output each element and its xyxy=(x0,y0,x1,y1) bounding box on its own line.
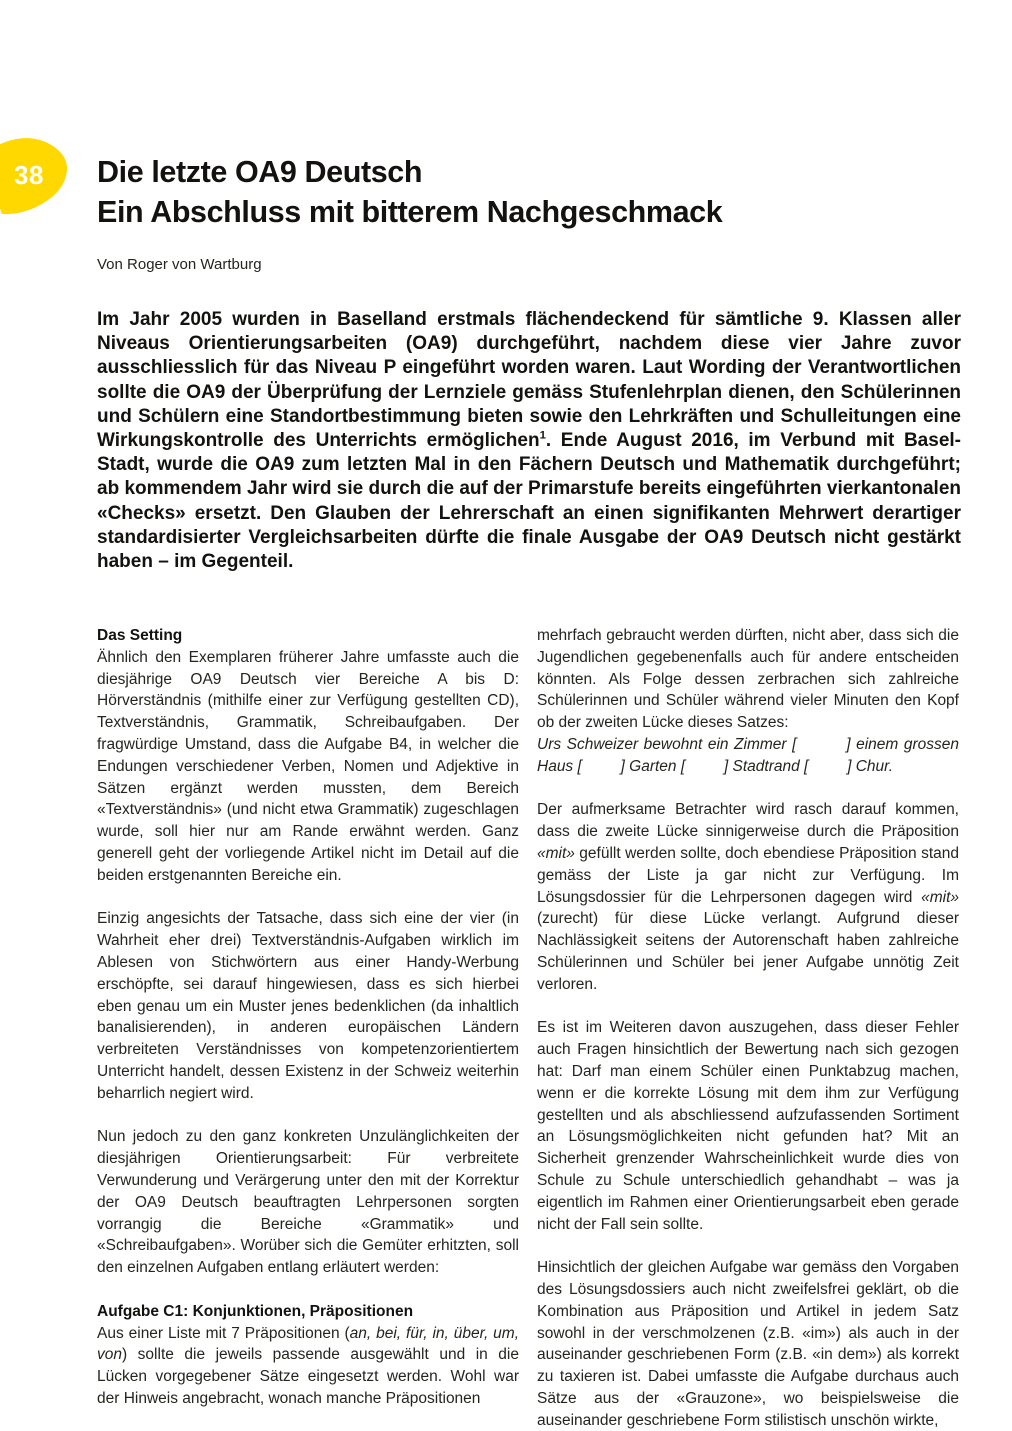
article-title-line1: Die letzte OA9 Deutsch xyxy=(97,155,423,189)
example-sentence: Urs Schweizer bewohnt ein Zimmer [ ] einem grossen Haus [ ] Garten [ ] Stadtrand [ ] Chur. xyxy=(537,735,959,775)
article-header xyxy=(97,152,963,274)
column-right xyxy=(537,625,959,1431)
body-paragraph: Der aufmerksame Betrachter wird rasch darauf kommen, dass die zweite Lücke sinnigerweise durch die Präposition «mit» gefüllt werden sollte, doch ebendiese Präposition stand gemäss der Liste ja gar nicht zur Verfügung. Im Lösungsdossier für die Lehrpersonen dagegen wird «mit» (zurecht) für diese Lücke verlangt. Aufgrund dieser Nachlässigkeit seitens der Autorenschaft haben zahlreiche Schülerinnen und Schüler bei jener Aufgabe unnötig Zeit verloren. xyxy=(537,801,959,993)
body-columns xyxy=(97,625,963,1431)
body-paragraph: Ähnlich den Exemplaren früherer Jahre umfasste auch die diesjährige OA9 Deutsch vier Bereiche A bis D: Hörverständnis (mithilfe einer zur Verfügung gestellten CD), Textverständnis, Grammatik, Schreibaufgaben. Der fragwürdige Umstand, dass die Aufgabe B4, in welcher die Endungen verschiedener Verben, Nomen und Adjektive in Sätzen ergänzt werden mussten, dem Bereich «Textverständnis» (und nicht etwa Grammatik) zugeschlagen wurde, soll hier nur am Rande erwähnt werden. Ganz generell geht der vorliegende Artikel nicht im Detail auf die beiden erstgenannten Bereiche ein. xyxy=(97,648,519,884)
body-paragraph: Einzig angesichts der Tatsache, dass sich eine der vier (in Wahrheit eher drei) Textverständnis-Aufgaben wirklich im Ablesen von Stichwörtern aus einer Handy-Werbung erschöpfte, sei darauf hingewiesen, dass es sich hierbei eben genau um ein Muster jenes bedenklichen (da inhaltlich banalisierenden), in anderen europäischen Ländern verbreiteten Verständnisses von kompetenzorientiertem Unterricht handelt, dessen Existenz in der Schweiz weiterhin beharrlich negiert wird. xyxy=(97,910,519,1102)
column-left xyxy=(97,625,519,1431)
body-paragraph: Aus einer Liste mit 7 Präpositionen (an, bei, für, in, über, um, von) sollte die jeweils passende ausgewählt und in die Lücken vorgegebener Sätze eingesetzt werden. Wohl war der Hinweis angebracht, wonach manche Präpositionen xyxy=(97,1324,520,1407)
lead-paragraph: Im Jahr 2005 wurden in Baselland erstmals flächendeckend für sämtliche 9. Klassen aller Niveaus Orientierungsarbeiten (OA9) durchgeführt, nachdem diese vier Jahre zuvor ausschliesslich für das Niveau P eingeführt worden waren. Laut Wording der Verantwortlichen sollte die OA9 der Überprüfung der Lernziele gemäss Stufenlehrplan dienen, den Schülerinnen und Schülern eine Standortbestimmung bieten sowie den Lehrkräften und Schulleitungen eine Wirkungskontrolle des Unterrichts ermöglichen$^1$. Ende August 2016, im Verbund mit Basel-Stadt, wurde die OA9 zum letzten Mal in den Fächern Deutsch und Mathematik durchgeführt; ab kommendem Jahr wird sie durch die auf der Primarstufe bereits eingeführten vierkantonalen «Checks» ersetzt. Den Glauben der Lehrerschaft an einen signifikanten Mehrwert derartiger standardisierter Vergleichsarbeiten dürfte die finale Ausgabe der OA9 Deutsch nicht gestärkt haben – im Gegenteil. xyxy=(97,309,961,573)
body-paragraph: Nun jedoch zu den ganz konkreten Unzulänglichkeiten der diesjährigen Orientierungsarbeit: Für verbreitete Verwunderung und Verärgerung unter den mit der Korrektur der OA9 Deutsch beauftragten Lehrpersonen sorgten vorrangig die Bereiche «Grammatik» und «Schreibaufgaben». Worüber sich die Gemüter erhitzten, soll den einzelnen Aufgaben entlang erläutert werden: xyxy=(97,1128,519,1277)
body-paragraph: Hinsichtlich der gleichen Aufgabe war gemäss den Vorgaben des Lösungsdossiers auch nicht zweifelsfrei geklärt, ob die Kombination aus Präposition und Artikel in jedem Satz sowohl in der verschmolzenen (z.B. «im») als auch in der auseinander geschriebenen Form (z.B. «in dem») als korrekt zu taxieren ist. Dabei umfasste die Aufgabe durchaus auch Sätze aus der «Grauzone», wo beispielsweise die auseinander geschriebene Form stilistisch unschön wirkte, xyxy=(537,1259,959,1429)
section-heading: Aufgabe C1: Konjunktionen, Präpositionen xyxy=(97,1302,414,1320)
body-paragraph: Es ist im Weiteren davon auszugehen, dass dieser Fehler auch Fragen hinsichtlich der Bewertung nach sich gezogen hat: Darf man einem Schüler einen Punktabzug machen, wenn er die korrekte Lösung mit dem ihm zur Verfügung gestellten und als abschliessend aufzufassenden Sortiment an Lösungsmöglichkeiten nicht gefunden hat? Mit an Sicherheit grenzender Wahrscheinlichkeit wurde dies von Schule zu Schule unterschiedlich gehandhabt – was ja eigentlich im Rahmen einer Orientierungsarbeit eben gerade nicht der Fall sein sollte. xyxy=(537,1019,959,1233)
section-heading: Das Setting xyxy=(97,627,183,644)
byline: Von Roger von Wartburg xyxy=(97,256,262,273)
article-title-line2: Ein Abschluss mit bitterem Nachgeschmack xyxy=(97,195,723,229)
body-paragraph: mehrfach gebraucht werden dürften, nicht aber, dass sich die Jugendlichen gegebenenfalls auch für andere entscheiden könnten. Als Folge dessen zerbrachen sich zahlreiche Schülerinnen und Schüler während vieler Minuten den Kopf ob der zweiten Lücke dieses Satzes: xyxy=(537,627,959,732)
page-number: 38 xyxy=(14,160,44,190)
